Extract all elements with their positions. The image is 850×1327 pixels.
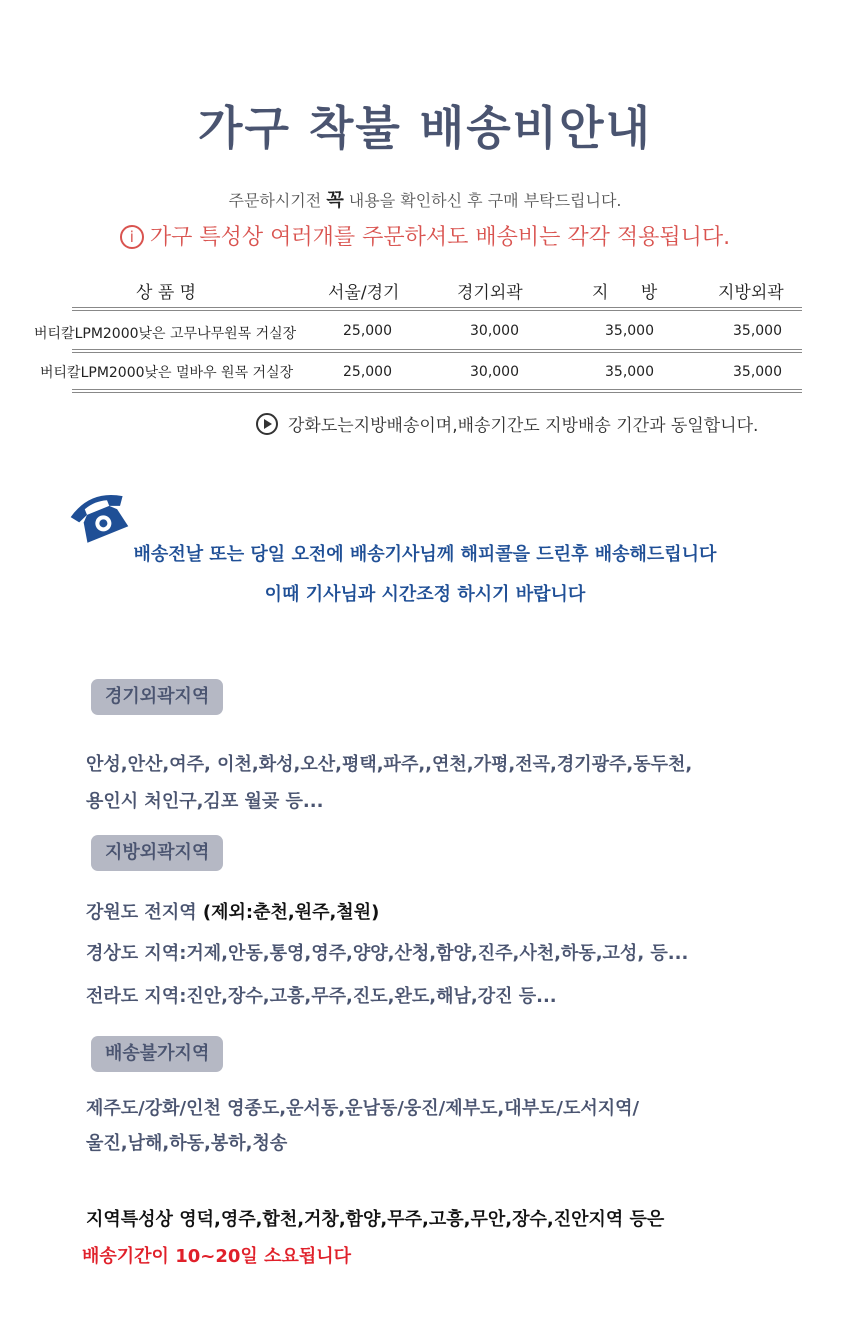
table-mid-rule (72, 349, 802, 353)
notice-text-before: 주문하시기전 (228, 191, 327, 210)
row-1-local-price: 35,000 (605, 323, 654, 339)
happy-call-line-2: 이때 기사님과 시간조정 하시기 바랍니다 (264, 584, 586, 605)
badge-unavailable: 배송불가지역 (91, 1036, 223, 1072)
gangwon-exclusions: (제외:춘천,원주,철원) (196, 902, 380, 923)
row-2-gyeonggi-outer-price: 30,000 (470, 364, 519, 380)
header-product-name: 상 품 명 (136, 283, 197, 303)
row-2-seoul-price: 25,000 (343, 364, 392, 380)
row-1-seoul-price: 25,000 (343, 323, 392, 339)
ganghwa-note (256, 411, 758, 436)
row-2-product-name: 버티칼LPM2000낮은 멀바우 원목 거실장 (40, 365, 294, 381)
badge-local-outer: 지방외곽지역 (91, 835, 223, 871)
row-1-product-name: 버티칼LPM2000낮은 고무나무원목 거실장 (34, 326, 297, 342)
row-1-gyeonggi-outer-price: 30,000 (470, 323, 519, 339)
notice-text-after: 내용을 확인하신 후 구매 부탁드립니다. (343, 191, 622, 210)
table-bottom-rule (72, 389, 802, 393)
gyeonggi-outer-regions-line-1: 안성,안산,여주, 이천,화성,오산,평택,파주,,연천,가평,전곡,경기광주,동두천, (86, 754, 693, 775)
row-2-local-price: 35,000 (605, 364, 654, 380)
delay-notice-line-2: 배송기간이 10~20일 소요됩니다 (82, 1246, 351, 1267)
header-seoul-gyeonggi: 서울/경기 (328, 283, 400, 303)
telephone-icon (66, 484, 134, 546)
badge-gyeonggi-outer: 경기외곽지역 (91, 679, 223, 715)
unavailable-regions-line-1: 제주도/강화/인천 영종도,운서동,운남동/웅진/제부도,대부도/도서지역/ (86, 1098, 640, 1119)
order-notice (0, 186, 850, 212)
page-title: 가구 착불 배송비안내 (198, 101, 652, 155)
table-top-rule (72, 307, 802, 311)
ganghwa-note-text: 강화도는지방배송이며,배송기간도 지방배송 기간과 동일합니다. (288, 416, 759, 436)
row-2-local-outer-price: 35,000 (733, 364, 782, 380)
warning-text: 가구 특성상 여러개를 주문하셔도 배송비는 각각 적용됩니다. (149, 225, 731, 250)
play-circle-icon (256, 413, 278, 435)
row-1-local-outer-price: 35,000 (733, 323, 782, 339)
happy-call-line-1: 배송전날 또는 당일 오전에 배송기사님께 해피콜을 드린후 배송해드립니다 (133, 544, 717, 565)
info-circle-icon: i (120, 225, 144, 249)
gangwon-all: 강원도 전지역 (86, 902, 197, 923)
notice-emphasis: 꼭 (326, 190, 344, 211)
header-local: 지 방 (592, 283, 658, 303)
unavailable-regions-line-2: 울진,남해,하동,봉하,청송 (86, 1133, 288, 1154)
delay-notice-line-1: 지역특성상 영덕,영주,합천,거창,함양,무주,고흥,무안,장수,진안지역 등은 (86, 1209, 665, 1230)
jeolla-regions: 전라도 지역:진안,장수,고흥,무주,진도,완도,해남,강진 등... (86, 986, 557, 1007)
shipping-warning (0, 220, 850, 251)
gyeongsang-regions: 경상도 지역:거제,안동,통영,영주,양양,산청,함양,진주,사천,하동,고성, 등... (86, 943, 689, 964)
header-gyeonggi-outer: 경기외곽 (457, 283, 523, 303)
gangwon-regions (86, 898, 379, 924)
header-local-outer: 지방외곽 (718, 283, 784, 303)
gyeonggi-outer-regions-line-2: 용인시 처인구,김포 월곶 등... (86, 791, 324, 812)
